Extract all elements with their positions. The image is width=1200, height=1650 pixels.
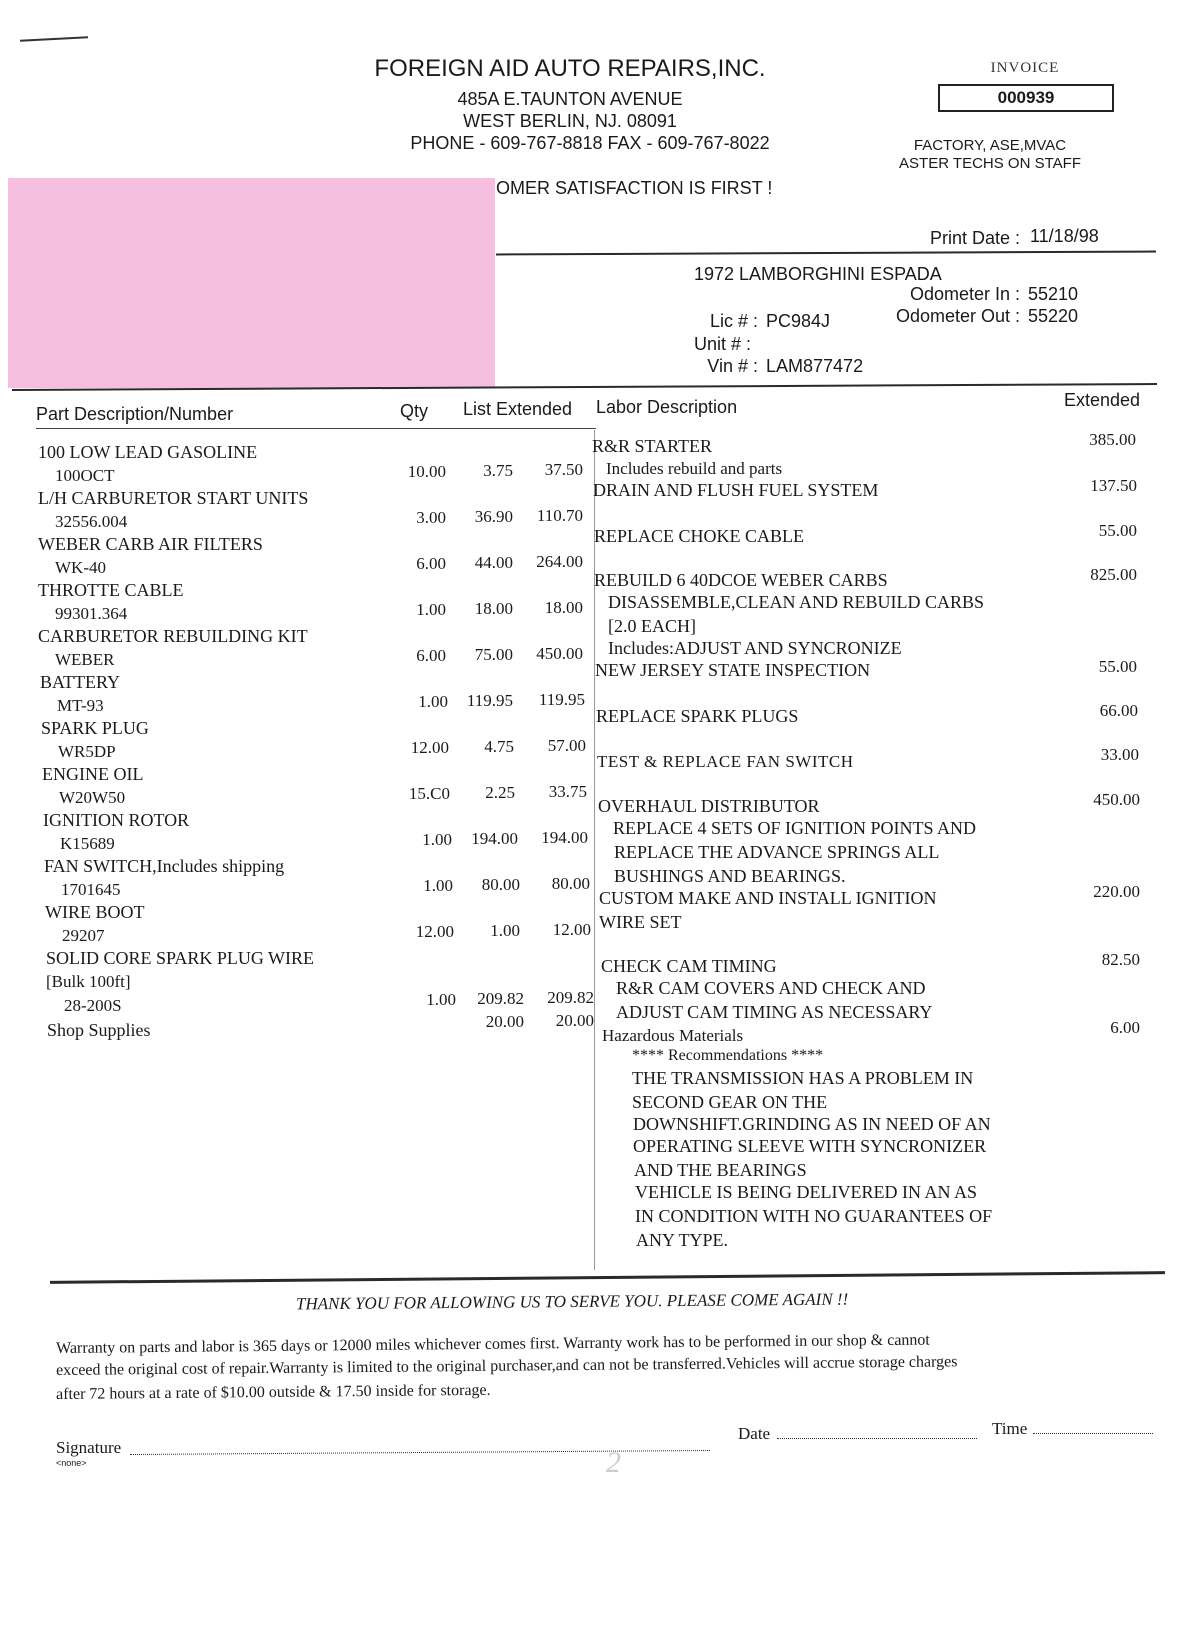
part-ext: 264.00 — [536, 552, 583, 571]
part-list: 2.25 — [485, 783, 515, 802]
labor-amount: 385.00 — [1089, 430, 1136, 449]
odometer-in-label: Odometer In : — [909, 284, 1020, 304]
part-ext: 57.00 — [547, 736, 586, 755]
part-number: 29207 — [62, 926, 105, 945]
divider-top — [496, 251, 1156, 256]
labor-line: Includes rebuild and parts — [606, 459, 783, 478]
print-date: 11/18/98 — [1030, 226, 1099, 246]
part-ext: 194.00 — [541, 828, 588, 847]
certs-line1: FACTORY, ASE,MVAC — [913, 137, 1067, 154]
company-name: FOREIGN AID AUTO REPAIRS,INC. — [374, 55, 766, 82]
header-rule — [36, 428, 596, 429]
part-name: THROTTE CABLE — [38, 580, 184, 600]
labor-line: WIRE SET — [599, 912, 682, 932]
part-list: 194.00 — [471, 829, 518, 848]
labor-line: REPLACE CHOKE CABLE — [594, 526, 805, 546]
company-address-line2: WEST BERLIN, NJ. 08091 — [463, 111, 677, 131]
part-qty: 12.00 — [410, 738, 449, 757]
odometer-in: 55210 — [1028, 284, 1079, 304]
warranty-line3: after 72 hours at a rate of $10.00 outside & 17.50 inside for storage. — [56, 1381, 491, 1403]
part-qty: 10.00 — [407, 462, 446, 481]
labor-amount: 33.00 — [1100, 745, 1139, 764]
warranty-line2: exceed the original cost of repair.Warranty is limited to the original purchaser,and can not be transferred.Vehicles will accrue storage charges — [56, 1353, 958, 1379]
part-number: 99301.364 — [55, 604, 128, 623]
part-ext: 18.00 — [544, 598, 583, 617]
part-ext: 110.70 — [536, 506, 583, 525]
part-number: WK-40 — [55, 558, 106, 577]
labor-amount: 6.00 — [1110, 1018, 1140, 1037]
part-list: 4.75 — [484, 737, 514, 756]
thank-you-message: THANK YOU FOR ALLOWING US TO SERVE YOU. PLEASE COME AGAIN !! — [295, 1289, 849, 1314]
labor-line: BUSHINGS AND BEARINGS. — [614, 866, 846, 886]
company-phone-fax: PHONE - 609-767-8818 FAX - 609-767-8022 — [410, 133, 770, 153]
labor-amount: 66.00 — [1099, 701, 1138, 720]
part-list: 3.75 — [483, 461, 513, 480]
part-qty: 6.00 — [416, 646, 446, 665]
none-label: <none> — [56, 1458, 87, 1468]
part-name: ENGINE OIL — [42, 764, 144, 784]
unit-label: Unit # : — [694, 334, 752, 354]
part-qty: 12.00 — [415, 922, 454, 941]
part-ext: 33.75 — [548, 782, 587, 801]
recommendation-line: VEHICLE IS BEING DELIVERED IN AN AS — [635, 1182, 977, 1202]
part-ext: 209.82 — [547, 988, 594, 1007]
part-number: W20W50 — [59, 788, 126, 807]
part-list: 36.90 — [474, 507, 513, 526]
labor-line: Includes:ADJUST AND SYNCRONIZE — [608, 638, 902, 658]
vin-value: LAM877472 — [766, 356, 864, 376]
labor-amount: 825.00 — [1090, 565, 1137, 584]
labor-amount: 450.00 — [1093, 790, 1140, 809]
part-name: 100 LOW LEAD GASOLINE — [38, 442, 258, 462]
time-line[interactable] — [1033, 1433, 1153, 1434]
part-name: SOLID CORE SPARK PLUG WIRE — [46, 948, 315, 968]
part-number: 1701645 — [61, 880, 121, 899]
labor-line: DRAIN AND FLUSH FUEL SYSTEM — [593, 480, 879, 500]
labor-line: CUSTOM MAKE AND INSTALL IGNITION — [599, 888, 937, 908]
odometer-out: 55220 — [1028, 306, 1079, 326]
part-ext: 450.00 — [536, 644, 583, 663]
part-number: [Bulk 100ft] — [46, 972, 131, 991]
part-list: 80.00 — [481, 875, 520, 894]
part-qty: 3.00 — [416, 508, 446, 527]
part-list: 1.00 — [490, 921, 520, 940]
part-name: IGNITION ROTOR — [43, 810, 190, 830]
part-name: L/H CARBURETOR START UNITS — [38, 488, 309, 508]
recommendation-line: AND THE BEARINGS — [634, 1160, 807, 1180]
part-list: 44.00 — [474, 553, 513, 572]
header-labor: Labor Description — [596, 397, 738, 417]
part-name: FAN SWITCH,Includes shipping — [44, 856, 285, 876]
labor-line: DISASSEMBLE,CLEAN AND REBUILD CARBS — [608, 592, 985, 612]
labor-line: TEST & REPLACE FAN SWITCH — [597, 752, 854, 771]
divider-footer — [50, 1271, 1165, 1284]
header-part: Part Description/Number — [36, 404, 234, 424]
warranty-line1: Warranty on parts and labor is 365 days or 12000 miles whichever comes first. Warranty work has to be performed in our shop & cannot — [56, 1331, 930, 1357]
print-date-label: Print Date : — [930, 228, 1021, 248]
labor-amount: 82.50 — [1101, 950, 1140, 969]
part-qty: 1.00 — [426, 990, 456, 1009]
recommendation-line: THE TRANSMISSION HAS A PROBLEM IN — [632, 1068, 974, 1088]
part-number-2: 28-200S — [64, 996, 122, 1015]
labor-line: [2.0 EACH] — [608, 616, 696, 636]
part-list: 20.00 — [485, 1012, 524, 1031]
part-ext: 20.00 — [555, 1011, 594, 1030]
signature-line[interactable] — [130, 1450, 710, 1455]
part-ext: 119.95 — [538, 690, 585, 709]
part-ext: 37.50 — [544, 460, 583, 479]
recommendation-line: OPERATING SLEEVE WITH SYNCRONIZER — [633, 1136, 987, 1156]
vehicle-description: 1972 LAMBORGHINI ESPADA — [694, 264, 942, 284]
part-name: CARBURETOR REBUILDING KIT — [38, 626, 308, 646]
part-qty: 15.C0 — [408, 784, 450, 803]
recommendations-title: **** Recommendations **** — [632, 1047, 824, 1064]
part-ext: 80.00 — [551, 874, 590, 893]
part-name: Shop Supplies — [47, 1020, 151, 1040]
part-list: 119.95 — [466, 691, 513, 710]
labor-line: R&R STARTER — [592, 436, 712, 456]
part-qty: 1.00 — [423, 876, 453, 895]
column-divider — [594, 430, 595, 1270]
labor-line: REPLACE SPARK PLUGS — [596, 706, 799, 726]
vin-label: Vin # : — [707, 356, 758, 376]
part-number: MT-93 — [57, 696, 104, 715]
lic-label: Lic # : — [709, 311, 758, 331]
time-label: Time — [992, 1419, 1028, 1438]
slogan: OMER SATISFACTION IS FIRST ! — [496, 178, 773, 198]
labor-amount: 55.00 — [1098, 521, 1137, 540]
labor-line: ADJUST CAM TIMING AS NECESSARY — [616, 1002, 933, 1022]
labor-amount: 137.50 — [1090, 476, 1137, 495]
date-label: Date — [738, 1424, 771, 1443]
labor-line: R&R CAM COVERS AND CHECK AND — [616, 978, 926, 998]
labor-line: OVERHAUL DISTRIBUTOR — [598, 796, 820, 816]
recommendation-line: ANY TYPE. — [636, 1230, 729, 1250]
part-qty: 1.00 — [418, 692, 448, 711]
labor-line: Hazardous Materials — [602, 1026, 744, 1045]
labor-line: REPLACE 4 SETS OF IGNITION POINTS AND — [613, 818, 977, 838]
part-qty: 6.00 — [416, 554, 446, 573]
lic-value: PC984J — [766, 311, 831, 331]
recommendation-line: IN CONDITION WITH NO GUARANTEES OF — [635, 1206, 993, 1226]
labor-line: NEW JERSEY STATE INSPECTION — [595, 660, 871, 680]
labor-line: REBUILD 6 40DCOE WEBER CARBS — [594, 570, 888, 590]
redaction-highlight — [8, 178, 495, 388]
labor-amount: 220.00 — [1093, 882, 1140, 901]
part-qty: 1.00 — [422, 830, 452, 849]
header-list-extended: List Extended — [463, 399, 573, 419]
part-number: 32556.004 — [55, 512, 128, 531]
recommendation-line: DOWNSHIFT.GRINDING AS IN NEED OF AN — [633, 1114, 991, 1134]
labor-line: REPLACE THE ADVANCE SPRINGS ALL — [614, 842, 940, 862]
part-name: WEBER CARB AIR FILTERS — [38, 534, 263, 554]
part-list: 18.00 — [474, 599, 513, 618]
part-qty: 1.00 — [416, 600, 446, 619]
page-number-mark: 2 — [606, 1446, 621, 1479]
part-number: 100OCT — [55, 466, 115, 485]
signature-label: Signature — [56, 1438, 122, 1457]
date-line[interactable] — [777, 1438, 977, 1439]
part-name: SPARK PLUG — [41, 718, 149, 738]
part-number: WR5DP — [58, 742, 116, 761]
part-name: WIRE BOOT — [45, 902, 145, 922]
part-name: BATTERY — [40, 672, 121, 692]
pen-mark — [20, 36, 88, 42]
labor-line: CHECK CAM TIMING — [601, 956, 777, 976]
certs-line2: ASTER TECHS ON STAFF — [899, 155, 1081, 172]
invoice-number: 000939 — [997, 88, 1055, 107]
invoice-label: INVOICE — [990, 60, 1060, 76]
company-address-line1: 485A E.TAUNTON AVENUE — [457, 89, 683, 109]
part-ext: 12.00 — [552, 920, 591, 939]
header-extended: Extended — [1063, 390, 1140, 410]
part-number: K15689 — [60, 834, 115, 853]
odometer-out-label: Odometer Out : — [895, 306, 1020, 326]
recommendation-line: SECOND GEAR ON THE — [632, 1092, 828, 1112]
part-list: 209.82 — [477, 989, 524, 1008]
labor-amount: 55.00 — [1098, 657, 1137, 676]
part-list: 75.00 — [474, 645, 513, 664]
part-number: WEBER — [55, 650, 115, 669]
header-qty: Qty — [400, 401, 429, 421]
